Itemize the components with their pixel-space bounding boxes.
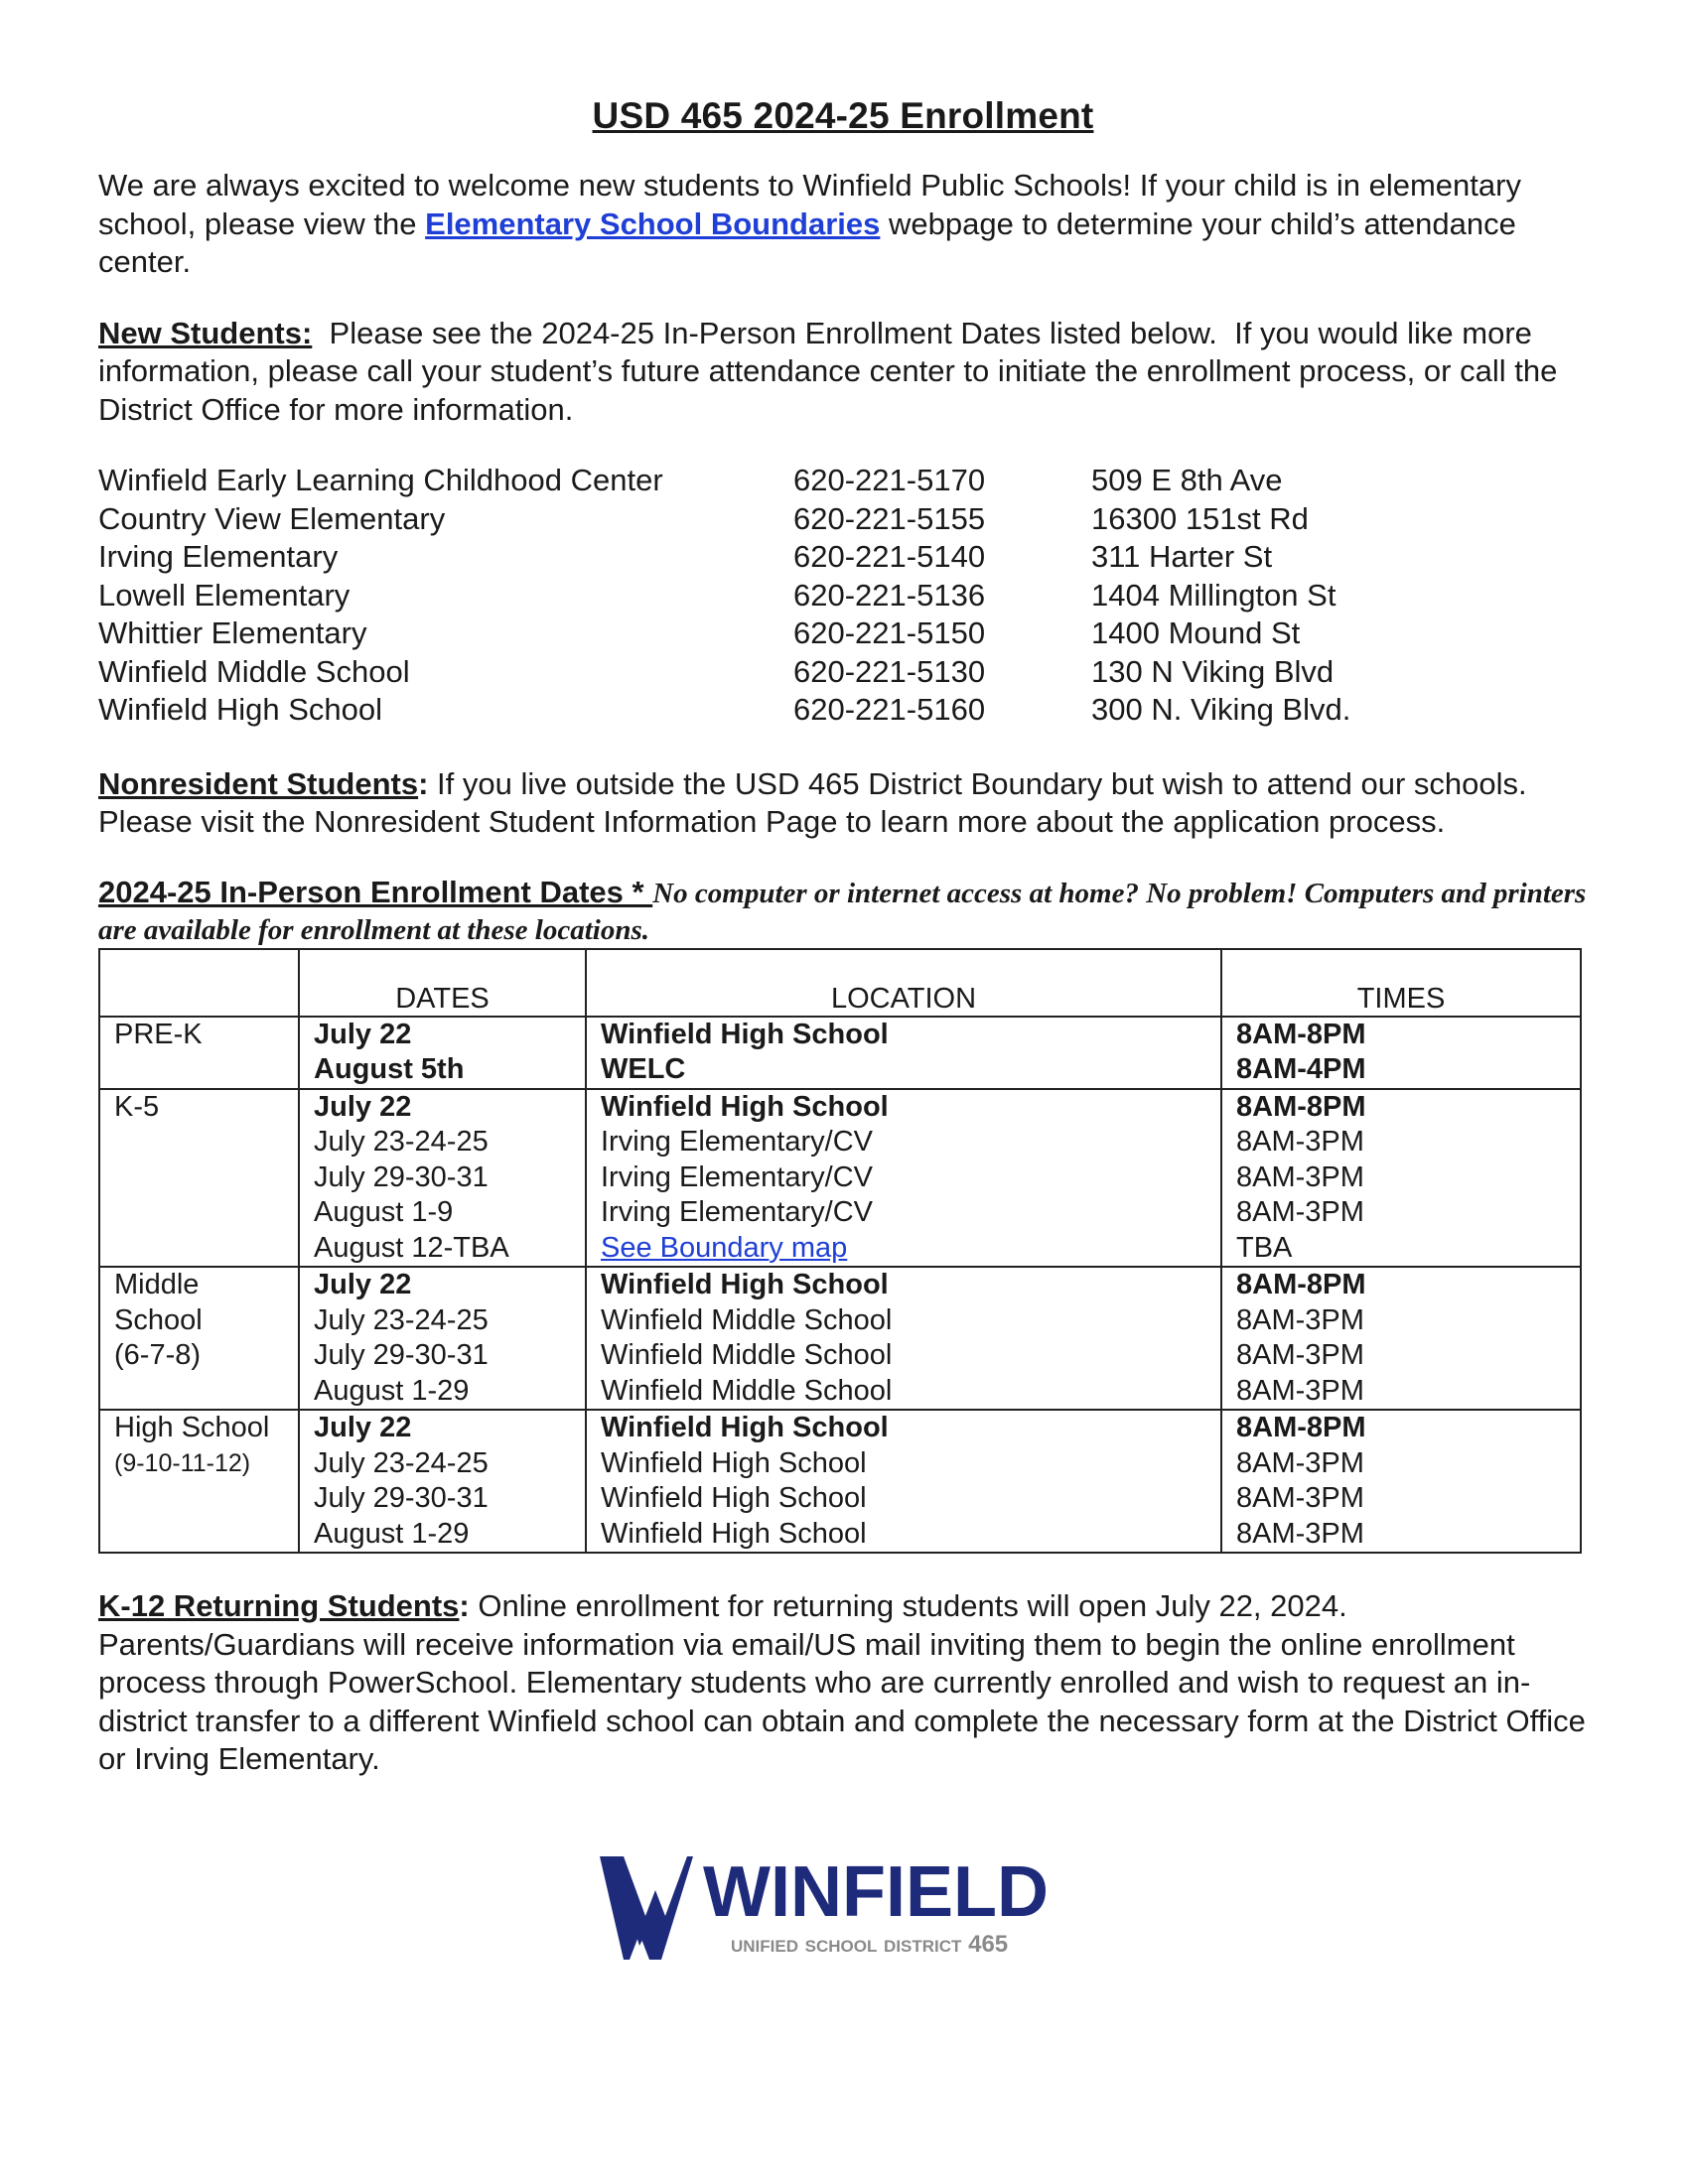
nonresident-text: If you live outside the USD 465 District Boundary but wish to attend our schools. Please visit the Nonresident Student Information Page to learn more about the application process. — [98, 765, 1527, 839]
enrollment-time: 8AM-3PM — [1236, 1196, 1364, 1228]
enrollment-date: July 23-24-25 — [314, 1303, 489, 1336]
enrollment-location: Irving Elementary/CV — [601, 1160, 873, 1193]
location-cell — [586, 1089, 1221, 1268]
returning-text: Online enrollment for returning students will open July 22, 2024. Parents/Guardians will receive information via email/US mail inviting them to begin the online enrollment process through PowerSchool. Elementary students who are currently enrolled and wish to request an in-district transfer to a different Winfield school can obtain and complete the necessary form at the District Office or Irving Elementary. — [98, 1588, 1586, 1776]
school-address: 300 N. Viking Blvd. — [1091, 692, 1351, 727]
date-cell — [299, 1410, 586, 1553]
grade-label: (9-10-11-12) — [114, 1448, 251, 1477]
elementary-boundaries-link[interactable]: Elementary School Boundaries — [425, 205, 881, 241]
enrollment-time: 8AM-8PM — [1236, 1090, 1366, 1123]
enrollment-location: Winfield High School — [601, 1446, 867, 1479]
school-phone: 620-221-5170 — [793, 463, 986, 497]
header-grade — [99, 949, 299, 1017]
school-name: Irving Elementary — [98, 539, 339, 574]
enrollment-location: Winfield Middle School — [601, 1339, 893, 1371]
date-cell — [299, 1267, 586, 1410]
location-cell — [586, 1267, 1221, 1410]
logo-wordmark: WINFIELD — [703, 1852, 1049, 1932]
location-cell — [586, 1017, 1221, 1089]
school-address: 130 N Viking Blvd — [1091, 653, 1335, 689]
enrollment-date: August 1-29 — [314, 1374, 470, 1407]
table-row — [99, 1410, 1581, 1553]
enrollment-date: August 12-TBA — [314, 1231, 509, 1264]
times-cell — [1221, 1410, 1581, 1553]
winfield-logo — [600, 1854, 1096, 1964]
school-phone: 620-221-5130 — [793, 653, 986, 689]
school-phone: 620-221-5136 — [793, 577, 986, 613]
school-address: 16300 151st Rd — [1091, 500, 1309, 536]
enrollment-dates-heading — [98, 875, 1588, 948]
enrollment-location: Winfield High School — [601, 1482, 867, 1514]
enrollment-time: 8AM-4PM — [1236, 1053, 1366, 1085]
directory-row — [98, 614, 1588, 653]
header-location: LOCATION — [586, 949, 1221, 1017]
times-cell — [1221, 1089, 1581, 1268]
date-cell — [299, 1017, 586, 1089]
grade-cell — [99, 1017, 299, 1089]
enrollment-location: WELC — [601, 1053, 686, 1085]
enrollment-date: August 1-9 — [314, 1196, 454, 1228]
intro-text-before: We are always excited to welcome new students to Winfield Public Schools! If your child is in elementary school, please view the — [98, 168, 1521, 241]
school-address: 509 E 8th Ave — [1091, 463, 1283, 497]
enrollment-table-body — [99, 1017, 1581, 1554]
nonresident-colon: : — [418, 765, 429, 801]
school-address: 311 Harter St — [1091, 539, 1273, 574]
directory-row — [98, 653, 1588, 692]
directory-row — [98, 691, 1588, 730]
grade-cell — [99, 1410, 299, 1553]
enrollment-time: 8AM-3PM — [1236, 1446, 1364, 1479]
enrollment-date: August 1-29 — [314, 1517, 470, 1550]
table-row — [99, 1017, 1581, 1089]
enrollment-date: July 29-30-31 — [314, 1339, 489, 1371]
enrollment-date: July 23-24-25 — [314, 1126, 489, 1158]
enrollment-date: July 22 — [314, 1269, 412, 1300]
enrollment-time: 8AM-3PM — [1236, 1126, 1364, 1158]
enrollment-location: Irving Elementary/CV — [601, 1126, 873, 1158]
school-name: Whittier Elementary — [98, 615, 367, 650]
enrollment-location: Winfield High School — [601, 1018, 889, 1050]
grade-label: PRE-K — [114, 1018, 203, 1050]
table-header-row — [99, 949, 1581, 1017]
location-cell — [586, 1410, 1221, 1553]
school-name: Winfield High School — [98, 692, 383, 727]
boundary-map-link[interactable]: See Boundary map — [601, 1231, 848, 1264]
school-address: 1404 Millington St — [1091, 577, 1336, 613]
grade-cell — [99, 1267, 299, 1410]
enrollment-date: July 23-24-25 — [314, 1446, 489, 1479]
grade-label: School — [114, 1303, 203, 1336]
directory-row — [98, 577, 1588, 615]
returning-label: K-12 Returning Students — [98, 1588, 460, 1623]
intro-paragraph — [98, 167, 1588, 282]
times-cell — [1221, 1267, 1581, 1410]
new-students-label: New Students: — [98, 315, 313, 350]
header-dates: DATES — [299, 949, 586, 1017]
school-phone: 620-221-5160 — [793, 692, 986, 727]
enrollment-time: 8AM-3PM — [1236, 1303, 1364, 1336]
school-name: Winfield Early Learning Childhood Center — [98, 463, 663, 497]
directory-row — [98, 538, 1588, 577]
enrollment-date: July 29-30-31 — [314, 1482, 489, 1514]
enrollment-date: July 22 — [314, 1412, 412, 1443]
returning-colon: : — [459, 1588, 470, 1623]
enrollment-location: Winfield High School — [601, 1412, 889, 1443]
grade-label: Middle — [114, 1269, 200, 1300]
enrollment-time: 8AM-3PM — [1236, 1374, 1364, 1407]
enrollment-dates-label: 2024-25 In-Person Enrollment Dates * — [98, 874, 653, 909]
enrollment-time: 8AM-8PM — [1236, 1412, 1366, 1443]
table-row — [99, 1089, 1581, 1268]
enrollment-time: 8AM-3PM — [1236, 1339, 1364, 1371]
school-phone: 620-221-5140 — [793, 539, 986, 574]
enrollment-time: 8AM-8PM — [1236, 1018, 1366, 1050]
new-students-paragraph — [98, 315, 1588, 430]
table-row — [99, 1267, 1581, 1410]
enrollment-time: TBA — [1236, 1231, 1293, 1264]
times-cell — [1221, 1017, 1581, 1089]
enrollment-location: Winfield High School — [601, 1269, 889, 1300]
enrollment-location: Winfield High School — [601, 1517, 867, 1550]
school-address: 1400 Mound St — [1091, 615, 1301, 650]
nonresident-paragraph — [98, 765, 1588, 842]
nonresident-label: Nonresident Students — [98, 765, 419, 801]
enrollment-location: Irving Elementary/CV — [601, 1196, 873, 1228]
grade-cell — [99, 1089, 299, 1268]
enrollment-date: July 29-30-31 — [314, 1160, 489, 1193]
enrollment-location: Winfield Middle School — [601, 1303, 893, 1336]
header-times: TIMES — [1221, 949, 1581, 1017]
document-page — [98, 95, 1588, 1812]
enrollment-time: 8AM-3PM — [1236, 1517, 1364, 1550]
enrollment-time: 8AM-3PM — [1236, 1482, 1364, 1514]
logo-tagline: unified school district 465 — [731, 1931, 1009, 1958]
grade-label: High School — [114, 1412, 270, 1443]
intro-text-after: webpage to determine your child’s attendance center. — [98, 205, 1516, 279]
enrollment-location: Winfield High School — [601, 1090, 889, 1123]
school-name: Winfield Middle School — [98, 653, 410, 689]
enrollment-dates-note: No computer or internet access at home? No problem! Computers and printers are available for enrollment at these locations. — [98, 877, 1587, 946]
grade-label: K-5 — [114, 1090, 160, 1123]
directory-row — [98, 500, 1588, 539]
school-phone: 620-221-5150 — [793, 615, 986, 650]
enrollment-time: 8AM-3PM — [1236, 1160, 1364, 1193]
page-title: USD 465 2024-25 Enrollment — [592, 95, 1094, 136]
enrollment-table — [98, 948, 1582, 1555]
enrollment-date: August 5th — [314, 1053, 465, 1085]
school-name: Lowell Elementary — [98, 577, 351, 613]
school-name: Country View Elementary — [98, 500, 446, 536]
grade-label: (6-7-8) — [114, 1339, 202, 1371]
enrollment-location: Winfield Middle School — [601, 1374, 893, 1407]
enrollment-date: July 22 — [314, 1018, 412, 1050]
school-directory — [98, 462, 1588, 730]
date-cell — [299, 1089, 586, 1268]
new-students-text: Please see the 2024-25 In-Person Enrollment Dates listed below. If you would like more information, please call your student’s future attendance center to initiate the enrollment process, or call the District Office for more information. — [98, 315, 1566, 427]
directory-row — [98, 462, 1588, 500]
enrollment-date: July 22 — [314, 1090, 412, 1123]
returning-paragraph — [98, 1587, 1588, 1779]
school-phone: 620-221-5155 — [793, 500, 986, 536]
enrollment-time: 8AM-8PM — [1236, 1269, 1366, 1300]
